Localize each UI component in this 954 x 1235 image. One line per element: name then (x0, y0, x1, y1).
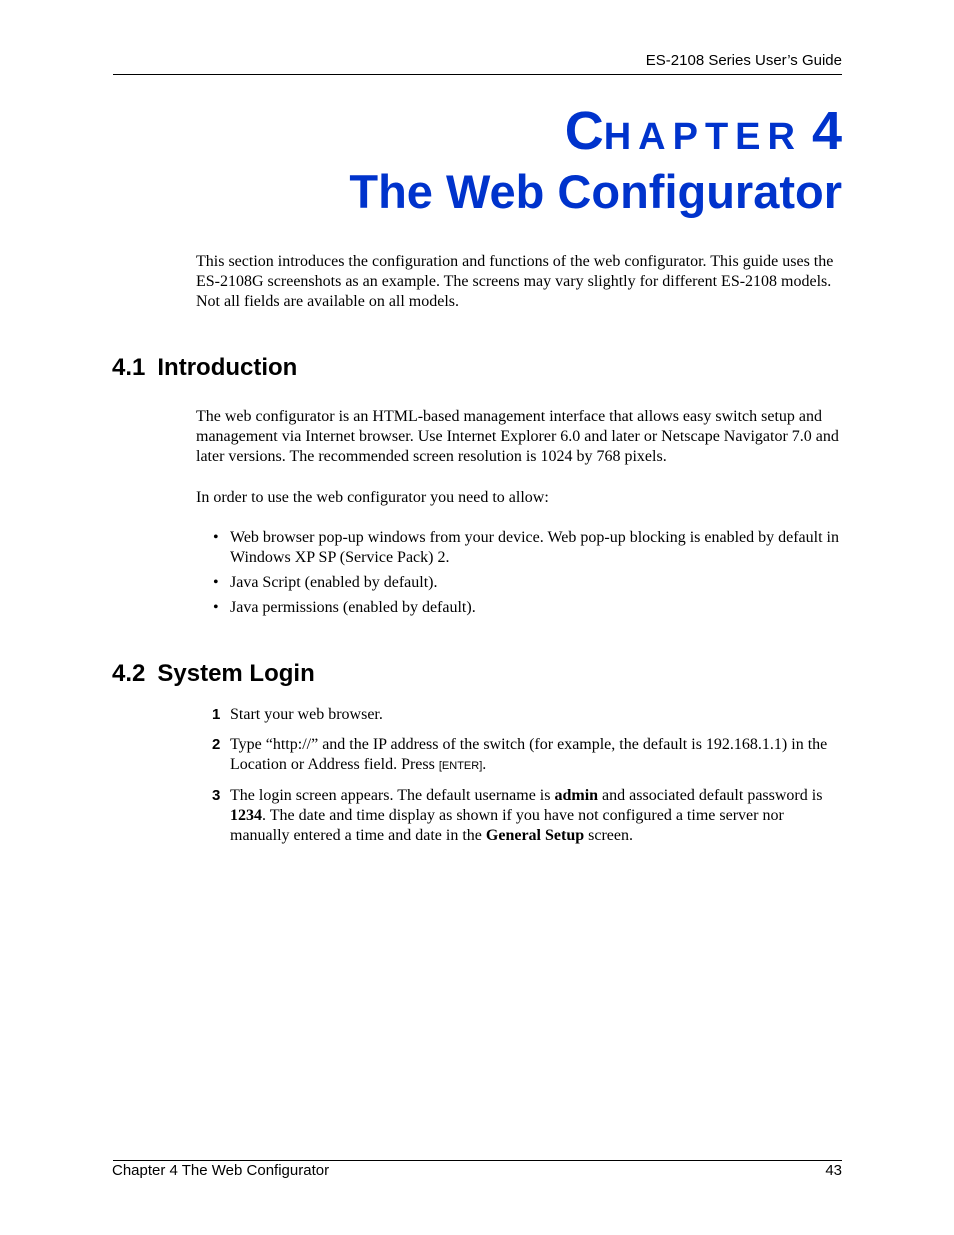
step-text: Start your web browser. (230, 706, 383, 723)
section-number: 4.1 (112, 354, 146, 381)
allow-intro: In order to use the web configurator you need to allow: (196, 489, 549, 506)
step-item (196, 735, 846, 776)
step-number: 2 (212, 736, 221, 753)
bullet-icon: • (213, 599, 219, 616)
step-text: . The date and time display as shown if you have not configured a time server nor manually entered a time and date in the (230, 807, 784, 844)
footer-chapter-label: Chapter 4 The Web Configurator (112, 1162, 330, 1179)
step-text-end: . (482, 756, 487, 773)
list-item-text: Java Script (enabled by default). (230, 574, 438, 591)
section-number: 4.2 (112, 660, 146, 687)
default-username: admin (554, 787, 599, 804)
chapter-number: 4 (811, 101, 842, 161)
header-rule (113, 74, 842, 75)
bullet-icon: • (213, 529, 219, 546)
requirements-list (196, 528, 846, 623)
section-heading-system-login (112, 660, 315, 688)
list-item (196, 598, 846, 618)
page-number: 43 (825, 1162, 842, 1179)
enter-key-label: [ENTER] (438, 760, 483, 772)
section-title: Introduction (157, 354, 298, 381)
general-setup-screen-name: General Setup (485, 827, 585, 844)
step-number: 1 (212, 706, 221, 723)
step-text: Type “http://” and the IP address of the switch (for example, the default is 192.168.1.1) in the Location or Address field. Press (230, 736, 828, 773)
chapter-label (565, 100, 842, 162)
introduction-paragraph: The web configurator is an HTML-based management interface that allows easy switch setup and management via Internet browser. Use Internet Explorer 6.0 and later or Netscape Navigator 7.0 and later versions. The recommended screen resolution is 1024 by 768 pixels. (196, 408, 839, 465)
bullet-icon: • (213, 574, 219, 591)
default-password: 1234 (230, 807, 262, 824)
footer-rule (113, 1160, 842, 1161)
login-steps (196, 705, 846, 856)
list-item (196, 573, 846, 593)
step-item (196, 705, 846, 725)
list-item-text: Java permissions (enabled by default). (230, 599, 476, 616)
list-item-text: Web browser pop-up windows from your device. Web pop-up blocking is enabled by default in Windows XP SP (Service Pack) 2. (230, 529, 839, 566)
chapter-label-rest: HAPTER (603, 116, 802, 158)
guide-title: ES-2108 Series User’s Guide (645, 52, 842, 69)
intro-paragraph: This section introduces the configuration and functions of the web configurator. This guide uses the ES-2108G screenshots as an example. The screens may vary slightly for different ES-2108 models. Not all fields are available on all models. (196, 253, 834, 310)
step-text: and associated default password is (598, 787, 823, 804)
step-item (196, 786, 846, 846)
chapter-label-initial: C (564, 101, 604, 161)
section-title: System Login (157, 660, 315, 687)
section-heading-introduction (112, 354, 297, 382)
list-item (196, 528, 846, 568)
step-number: 3 (212, 787, 221, 804)
step-text: screen. (584, 827, 633, 844)
step-text: The login screen appears. The default username is (230, 787, 555, 804)
chapter-title: The Web Configurator (349, 165, 842, 218)
